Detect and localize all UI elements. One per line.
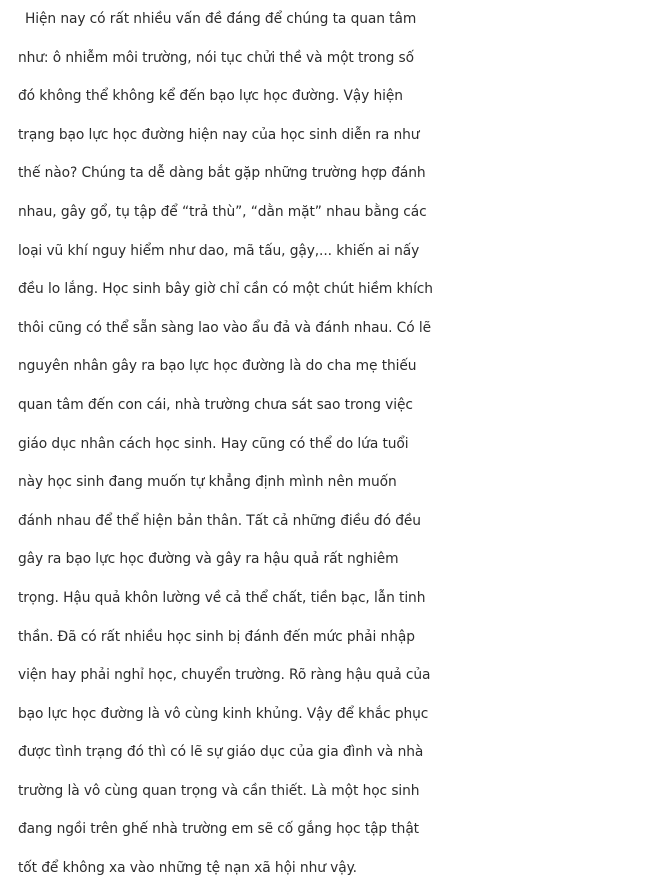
text-line: như: ô nhiễm môi trường, nói tục chửi thề và một trong số (18, 49, 414, 66)
text-line: viện hay phải nghỉ học, chuyển trường. Rõ ràng hậu quả của (18, 667, 431, 684)
text-line: tốt để không xa vào những tệ nạn xã hội như vậy. (18, 860, 357, 877)
text-line: gây ra bạo lực học đường và gây ra hậu quả rất nghiêm (18, 551, 399, 568)
text-line: này học sinh đang muốn tự khẳng định mình nên muốn (18, 474, 397, 491)
text-line: đánh nhau để thể hiện bản thân. Tất cả những điều đó đều (18, 512, 421, 529)
text-line: trạng bạo lực học đường hiện nay của học sinh diễn ra như (18, 126, 420, 143)
text-line: thôi cũng có thể sẵn sàng lao vào ẩu đả và đánh nhau. Có lẽ (18, 319, 431, 336)
essay-paragraph (18, 0, 648, 888)
text-line: bạo lực học đường là vô cùng kinh khủng. Vậy để khắc phục (18, 705, 429, 722)
text-line: trường là vô cùng quan trọng và cần thiết. Là một học sinh (18, 782, 420, 799)
text-line: nguyên nhân gây ra bạo lực học đường là do cha mẹ thiếu (18, 358, 417, 375)
text-line: được tình trạng đó thì có lẽ sự giáo dục của gia đình và nhà (18, 744, 424, 761)
text-line: đang ngồi trên ghế nhà trường em sẽ cố gắng học tập thật (18, 821, 419, 838)
text-line: giáo dục nhân cách học sinh. Hay cũng có thể do lứa tuổi (18, 435, 409, 452)
text-line: nhau, gây gổ, tụ tập để “trả thù”, “dằn mặt” nhau bằng các (18, 203, 427, 220)
text-line: trọng. Hậu quả khôn lường về cả thể chất, tiền bạc, lẫn tinh (18, 589, 426, 606)
text-line: đó không thể không kể đến bạo lực học đường. Vậy hiện (18, 88, 403, 105)
text-line: đều lo lắng. Học sinh bây giờ chỉ cần có một chút hiềm khích (18, 281, 433, 298)
text-line: thần. Đã có rất nhiều học sinh bị đánh đến mức phải nhập (18, 628, 415, 645)
text-line: Hiện nay có rất nhiều vấn đề đáng để chúng ta quan tâm (25, 11, 417, 27)
text-line: thế nào? Chúng ta dễ dàng bắt gặp những trường hợp đánh (18, 165, 426, 182)
text-line: quan tâm đến con cái, nhà trường chưa sát sao trong việc (18, 396, 413, 413)
text-line: loại vũ khí nguy hiểm như dao, mã tấu, gậy,... khiến ai nấy (18, 242, 420, 259)
